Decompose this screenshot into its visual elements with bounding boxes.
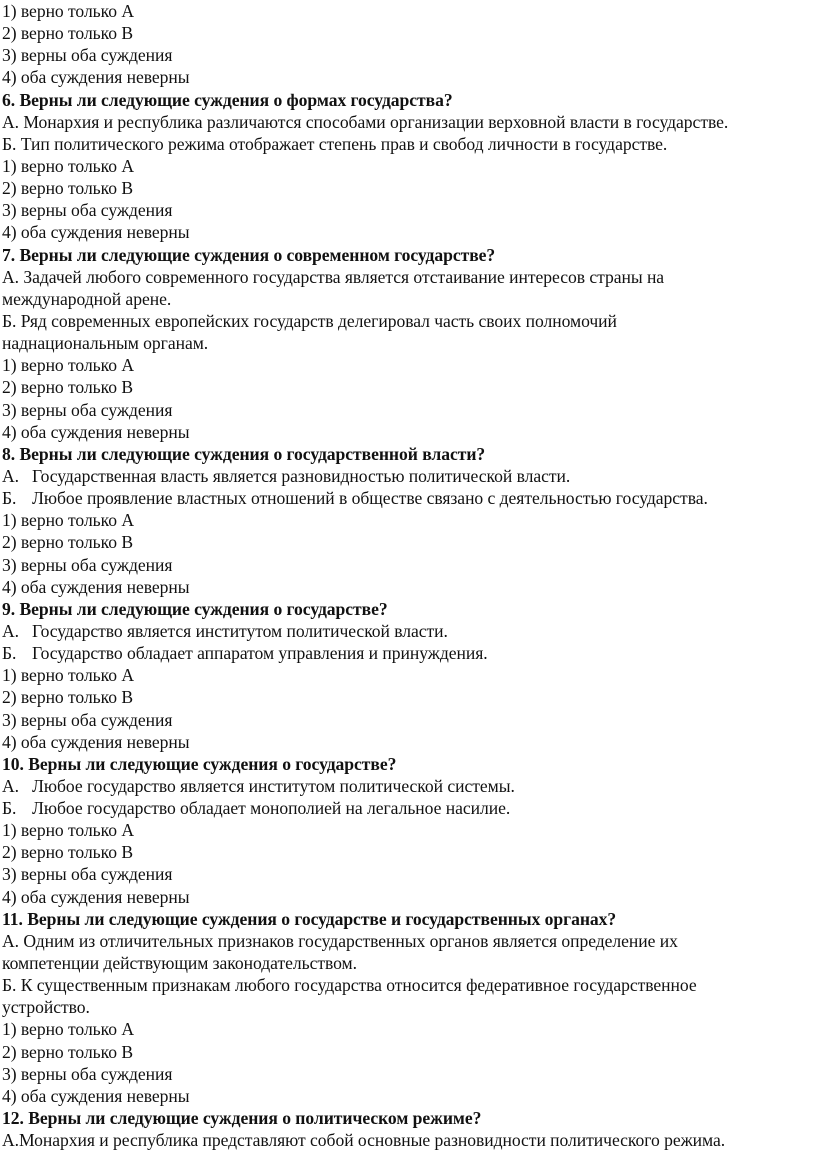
option-1: 1) верно только А [2, 510, 135, 531]
statement-label: А. [2, 620, 20, 641]
option-2: 2) верно только В [2, 532, 134, 553]
statement-text: Государство является институтом политической власти. [32, 620, 448, 641]
option-4: 4) оба суждения неверны [2, 222, 190, 243]
option-1: 1) верно только А [2, 355, 135, 376]
statement-b-line-2: устройство. [2, 997, 90, 1018]
statement-a [2, 775, 816, 797]
statement-text: Государственная власть является разновидностью политической власти. [32, 465, 571, 486]
option-4: 4) оба суждения неверны [2, 576, 190, 597]
option-3: 3) верны оба суждения [2, 709, 173, 730]
option-4: 4) оба суждения неверны [2, 886, 190, 907]
question-title: 10. Верны ли следующие суждения о государстве? [2, 753, 397, 774]
statement-text: Любое государство обладает монополией на легальное насилие. [32, 798, 511, 819]
statement-label: А. [2, 465, 20, 486]
statement-a: А. Монархия и республика различаются способами организации верховной власти в государстве. [2, 111, 729, 132]
option-2: 2) верно только В [2, 178, 134, 199]
option-4: 4) оба суждения неверны [2, 421, 190, 442]
option-4: 4) оба суждения неверны [2, 67, 190, 88]
question-12 [2, 1107, 816, 1151]
option-3: 3) верны оба суждения [2, 554, 173, 575]
statement-a [2, 465, 816, 487]
option-3: 3) верны оба суждения [2, 864, 173, 885]
option-1: 1) верно только А [2, 820, 135, 841]
statement-b-line-2: наднациональным органам. [2, 333, 209, 354]
question-10 [2, 753, 816, 908]
statement-a-line-1: А. Задачей любого современного государства является отстаивание интересов страны на [2, 266, 665, 287]
question-title: 12. Верны ли следующие суждения о политическом режиме? [2, 1108, 482, 1129]
option-1: 1) верно только А [2, 155, 135, 176]
statement-b-line-1: Б. К существенным признакам любого государства относится федеративное государственное [2, 975, 697, 996]
statement-label: Б. [2, 798, 17, 819]
statement-b [2, 642, 816, 664]
option-2: 2) верно только В [2, 23, 134, 44]
question-9 [2, 598, 816, 753]
statement-a-line-1: А. Одним из отличительных признаков государственных органов является определение их [2, 930, 678, 951]
question-11 [2, 908, 816, 1107]
statement-text: Любое государство является институтом политической системы. [32, 775, 515, 796]
option-4: 4) оба суждения неверны [2, 1085, 190, 1106]
option-1: 1) верно только А [2, 1019, 135, 1040]
statement-label: А. [2, 775, 20, 796]
statement-label: Б. [2, 643, 17, 664]
question-title: 9. Верны ли следующие суждения о государстве? [2, 598, 388, 619]
option-3: 3) верны оба суждения [2, 399, 173, 420]
question-8 [2, 443, 816, 598]
question-title: 6. Верны ли следующие суждения о формах государства? [2, 89, 453, 110]
option-1: 1) верно только А [2, 1, 135, 21]
option-3: 3) верны оба суждения [2, 200, 173, 221]
statement-b [2, 487, 816, 509]
question-title: 7. Верны ли следующие суждения о современном государстве? [2, 244, 496, 265]
option-2: 2) верно только В [2, 842, 134, 863]
statement-b [2, 797, 816, 819]
option-1: 1) верно только А [2, 665, 135, 686]
option-3: 3) верны оба суждения [2, 45, 173, 66]
statement-text: Любое проявление властных отношений в обществе связано с деятельностью государства. [32, 488, 708, 509]
statement-a-line-2: международной арене. [2, 288, 172, 309]
question-7 [2, 244, 816, 443]
statement-a [2, 620, 816, 642]
statement-b: Б. Тип политического режима отображает степень прав и свобод личности в государстве. [2, 133, 668, 154]
question-title: 11. Верны ли следующие суждения о государстве и государственных органах? [2, 908, 617, 929]
statement-a-line-2: компетенции действующим законодательством. [2, 953, 357, 974]
intro-options [2, 0, 816, 89]
question-6 [2, 89, 816, 244]
option-2: 2) верно только В [2, 687, 134, 708]
option-2: 2) верно только В [2, 1041, 134, 1062]
option-2: 2) верно только В [2, 377, 134, 398]
option-4: 4) оба суждения неверны [2, 731, 190, 752]
statement-a: А.Монархия и республика представляют собой основные разновидности политического режима. [2, 1130, 726, 1151]
statement-text: Государство обладает аппаратом управления и принуждения. [32, 643, 488, 664]
statement-label: Б. [2, 488, 17, 509]
statement-b-line-1: Б. Ряд современных европейских государств делегировал часть своих полномочий [2, 310, 617, 331]
option-3: 3) верны оба суждения [2, 1063, 173, 1084]
question-title: 8. Верны ли следующие суждения о государственной власти? [2, 443, 486, 464]
